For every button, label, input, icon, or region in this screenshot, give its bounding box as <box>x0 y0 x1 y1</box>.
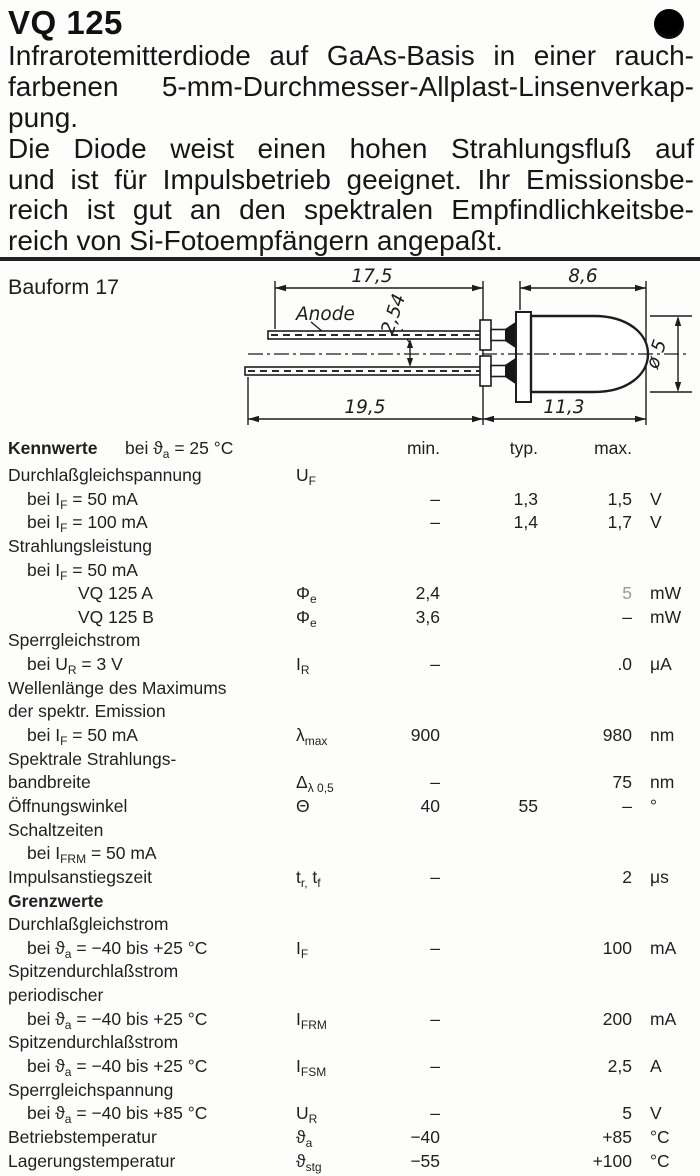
max-value: 5 <box>622 1103 632 1124</box>
table-row <box>0 700 700 724</box>
max-value <box>538 890 632 916</box>
min-value <box>384 890 440 916</box>
typ-value <box>440 464 538 490</box>
typ-value <box>440 819 538 845</box>
max-value <box>538 984 632 1010</box>
min-value <box>384 677 440 703</box>
typ-value <box>440 748 538 774</box>
row-symbol <box>296 1031 384 1057</box>
table-header-condition: bei $ϑ_a = 25$ °C <box>125 438 234 461</box>
unit-label: A <box>650 1056 662 1077</box>
row-label: Durchlaßgleichspannung <box>8 465 202 485</box>
min-value: – <box>430 1103 440 1124</box>
description-line: Infrarotemitterdiode auf GaAs-Basis in einer rauch- <box>8 40 694 71</box>
max-value: 1,5 <box>607 488 632 509</box>
unit-label: nm <box>650 725 675 746</box>
column-header-typ: typ. <box>509 438 538 458</box>
typ-value <box>440 582 538 608</box>
table-row <box>0 629 700 653</box>
drawing-caption: Bauform 17 <box>8 275 120 299</box>
row-symbol: $U_F$ <box>296 465 316 488</box>
min-value: 2,4 <box>415 583 440 604</box>
table-row <box>0 488 700 512</box>
unit-label: °C <box>650 1126 670 1147</box>
max-value <box>538 677 632 703</box>
description-line: farbenen 5-mm-Durchmesser-Allplast-Linsenverkap- <box>8 70 694 102</box>
row-label: Sperrgleichspannung <box>8 1079 174 1100</box>
typ-value: 1,4 <box>513 512 538 533</box>
unit-label <box>632 535 700 561</box>
unit-label <box>632 559 700 585</box>
max-value <box>538 748 632 774</box>
typ-value: 55 <box>518 795 538 816</box>
row-symbol <box>296 629 384 655</box>
diode-dimension-drawing <box>0 263 700 435</box>
row-symbol: $I_{FSM}$ <box>296 1056 327 1080</box>
typ-value <box>440 937 538 963</box>
unit-label: nm <box>650 772 675 793</box>
unit-label: ° <box>650 795 657 816</box>
row-label: bei $I_F = 50$ mA <box>27 725 138 749</box>
min-value <box>384 984 440 1010</box>
description-paragraph <box>8 41 694 257</box>
row-symbol <box>296 960 384 986</box>
unit-label <box>632 1031 700 1057</box>
table-row <box>0 606 700 630</box>
max-value <box>538 1031 632 1057</box>
row-label: bandbreite <box>8 772 91 793</box>
row-label: bei $I_F = 50$ mA <box>27 488 138 512</box>
unit-label <box>632 890 700 916</box>
max-value <box>538 535 632 561</box>
diode-flange <box>516 312 531 402</box>
max-value <box>538 913 632 939</box>
table-row <box>0 866 700 890</box>
row-label: bei $ϑ_a = -40$ bis +25 °C <box>27 937 208 961</box>
min-value <box>384 1079 440 1105</box>
row-label: Schaltzeiten <box>8 819 104 840</box>
min-value: – <box>430 772 440 793</box>
description-line: Die Diode weist einen hohen Strahlungsfluß auf <box>8 132 694 164</box>
row-symbol: $I_{FRM}$ <box>296 1008 327 1032</box>
min-value: – <box>430 937 440 958</box>
max-value <box>538 842 632 868</box>
unit-label: mW <box>650 583 682 604</box>
max-value <box>538 464 632 490</box>
unit-label: V <box>650 512 662 533</box>
row-label: Öffnungswinkel <box>8 795 128 816</box>
anode-label: Anode <box>296 304 355 325</box>
max-value: 980 <box>602 725 632 746</box>
min-value: – <box>430 512 440 533</box>
dim-diameter-label: ø 5 <box>642 337 672 372</box>
min-value: 3,6 <box>415 606 440 627</box>
row-label: Impulsanstiegszeit <box>8 866 152 887</box>
row-label: Wellenlänge des Maximums <box>8 677 227 698</box>
row-label: Lagerungstemperatur <box>8 1150 176 1171</box>
table-row <box>0 1150 700 1174</box>
row-symbol: $t_{r,}$ $t_f$ <box>296 866 321 890</box>
row-symbol <box>296 819 384 845</box>
typ-value <box>440 1150 538 1176</box>
unit-label: °C <box>650 1150 670 1171</box>
typ-value <box>440 1031 538 1057</box>
table-row <box>0 1079 700 1103</box>
table-row <box>0 1055 700 1079</box>
row-label: Spitzendurchlaßstrom <box>8 961 179 982</box>
table-row <box>0 819 700 843</box>
table-row <box>0 1102 700 1126</box>
row-symbol <box>296 700 384 726</box>
table-row <box>0 559 700 583</box>
table-row <box>0 795 700 819</box>
table-row <box>0 1031 700 1055</box>
lead-hatching <box>248 335 480 371</box>
table-rows <box>0 464 700 1173</box>
row-label: bei $ϑ_a = -40$ bis +25 °C <box>27 1008 208 1032</box>
column-header-max: max. <box>594 438 632 458</box>
typ-value: 1,3 <box>513 488 538 509</box>
max-value: 100 <box>602 937 632 958</box>
typ-value <box>440 606 538 632</box>
typ-value <box>440 1079 538 1105</box>
unit-label: V <box>650 488 662 509</box>
min-value: – <box>430 1008 440 1029</box>
dim-lead-bottom-label: 19,5 <box>344 397 386 418</box>
min-value: – <box>430 1056 440 1077</box>
typ-value <box>440 1008 538 1034</box>
table-row <box>0 960 700 984</box>
row-symbol: $I_R$ <box>296 654 310 678</box>
typ-value <box>440 913 538 939</box>
table-row <box>0 653 700 677</box>
min-value <box>384 960 440 986</box>
row-symbol: $ϑ_{stg}$ <box>296 1150 322 1174</box>
typ-value <box>440 677 538 703</box>
row-symbol <box>296 511 384 537</box>
unit-label: V <box>650 1103 662 1124</box>
unit-label <box>632 464 700 490</box>
table-header-row <box>0 438 700 464</box>
description-line: reich von Si-Fotoempfängern angepaßt. <box>8 225 503 257</box>
unit-label: mA <box>650 937 677 958</box>
unit-label <box>632 748 700 774</box>
min-value: – <box>430 488 440 509</box>
row-label: VQ 125 A <box>78 583 153 604</box>
row-label: Sperrgleichstrom <box>8 630 141 651</box>
table-row <box>0 677 700 701</box>
row-symbol: $U_R$ <box>296 1103 318 1127</box>
unit-label <box>632 984 700 1010</box>
row-symbol <box>296 984 384 1010</box>
typ-value <box>440 1126 538 1152</box>
row-label: der spektr. Emission <box>8 701 166 722</box>
table-row <box>0 937 700 961</box>
max-value: – <box>622 795 632 816</box>
row-symbol: $I_F$ <box>296 937 309 961</box>
row-label: Strahlungsleistung <box>8 535 152 556</box>
unit-label: mW <box>650 606 682 627</box>
unit-label <box>632 842 700 868</box>
max-value <box>538 559 632 585</box>
table-row <box>0 1126 700 1150</box>
max-value: – <box>622 606 632 627</box>
row-symbol: $ϑ_a$ <box>296 1126 313 1150</box>
column-header-min: min. <box>406 438 440 458</box>
row-label: bei $I_F = 50$ mA <box>27 559 138 583</box>
row-label: bei $U_R = 3$ V <box>27 654 123 678</box>
typ-value <box>440 1102 538 1128</box>
max-value <box>538 629 632 655</box>
unit-label <box>632 629 700 655</box>
typ-value <box>440 984 538 1010</box>
typ-value <box>440 629 538 655</box>
typ-value <box>440 559 538 585</box>
max-value: 2 <box>622 866 632 887</box>
row-label: bei $ϑ_a = -40$ bis +25 °C <box>27 1056 208 1080</box>
row-label: periodischer <box>8 985 104 1006</box>
typ-value <box>440 771 538 797</box>
min-value: 900 <box>410 725 440 746</box>
dim-lead-top-label: 17,5 <box>351 266 393 287</box>
typ-value <box>440 1055 538 1081</box>
page-title: VQ 125 <box>8 4 123 41</box>
max-value <box>538 1079 632 1105</box>
unit-label: μs <box>650 866 669 887</box>
row-label: Grenzwerte <box>8 890 104 911</box>
row-label: bei $I_{FRM} = 50$ mA <box>27 843 157 867</box>
table-row <box>0 771 700 795</box>
row-symbol: Θ <box>296 795 310 816</box>
description-line: pung. <box>8 101 79 133</box>
row-label: bei $ϑ_a = -40$ bis +85 °C <box>27 1103 208 1127</box>
unit-label <box>632 913 700 939</box>
min-value <box>384 535 440 561</box>
table-row <box>0 984 700 1008</box>
row-symbol <box>296 677 384 703</box>
row-symbol <box>296 890 384 916</box>
typ-value <box>440 866 538 892</box>
max-value: +85 <box>602 1126 632 1147</box>
max-value: +100 <box>592 1150 632 1171</box>
horizontal-divider <box>0 257 700 261</box>
table-row <box>0 535 700 559</box>
min-value: −40 <box>410 1126 440 1147</box>
typ-value <box>440 890 538 916</box>
min-value: 40 <box>420 795 440 816</box>
typ-value <box>440 842 538 868</box>
unit-label <box>632 677 700 703</box>
min-value: −55 <box>410 1150 440 1171</box>
row-symbol: $\Delta_{\lambda 0,5}$ <box>296 772 334 796</box>
typ-value <box>440 700 538 726</box>
max-value <box>538 819 632 845</box>
row-label: Durchlaßgleichstrom <box>8 914 169 935</box>
table-row <box>0 913 700 937</box>
max-value: 200 <box>602 1008 632 1029</box>
table-row <box>0 890 700 914</box>
dim-body-bottom-label: 11,3 <box>543 397 585 418</box>
min-value: – <box>430 866 440 887</box>
unit-label: mA <box>650 1008 677 1029</box>
min-value <box>384 559 440 585</box>
max-value <box>538 700 632 726</box>
typ-value <box>440 653 538 679</box>
min-value <box>384 819 440 845</box>
row-label: VQ 125 B <box>78 606 154 627</box>
table-row <box>0 748 700 772</box>
table-row <box>0 511 700 535</box>
unit-label <box>632 819 700 845</box>
row-symbol <box>296 559 384 585</box>
max-value: 75 <box>612 772 632 793</box>
row-symbol <box>296 1079 384 1105</box>
dim-pitch-label: 2,54 <box>377 291 411 338</box>
min-value <box>384 700 440 726</box>
unit-label <box>632 960 700 986</box>
table-row <box>0 842 700 866</box>
description-line: reich ist gut an den spektralen Empfindlichkeitsbe- <box>8 194 694 226</box>
table-section-title: Kennwerte <box>8 438 98 458</box>
dim-body-top-label: 8,6 <box>568 266 598 287</box>
row-label: Spitzendurchlaßstrom <box>8 1032 179 1053</box>
table-row <box>0 464 700 488</box>
row-label: Betriebstemperatur <box>8 1126 157 1147</box>
min-value <box>384 913 440 939</box>
min-value <box>384 842 440 868</box>
typ-value <box>440 960 538 986</box>
row-label: Spektrale Strahlungs- <box>8 748 177 769</box>
ratings-table <box>0 438 700 1173</box>
row-symbol: $\lambda_{max}$ <box>296 725 328 749</box>
unit-label <box>632 1079 700 1105</box>
max-value: .0 <box>617 654 632 675</box>
typ-value <box>440 535 538 561</box>
min-value: – <box>430 654 440 675</box>
description-line: und ist für Impulsbetrieb geeignet. Ihr Emissionsbe- <box>8 163 694 195</box>
max-value: 2,5 <box>607 1056 632 1077</box>
row-symbol: $\Phi_e$ <box>296 583 317 607</box>
table-row <box>0 724 700 748</box>
row-symbol <box>296 488 384 514</box>
row-symbol <box>296 535 384 561</box>
typ-value <box>440 724 538 750</box>
corner-dot-icon <box>654 9 684 39</box>
max-value <box>538 960 632 986</box>
row-symbol <box>296 842 384 868</box>
max-value: 1,7 <box>607 512 632 533</box>
min-value <box>384 629 440 655</box>
row-symbol: $\Phi_e$ <box>296 606 317 630</box>
row-symbol <box>296 748 384 774</box>
max-value: 5 <box>622 583 632 604</box>
min-value <box>384 464 440 490</box>
unit-label: μA <box>650 654 672 675</box>
min-value <box>384 748 440 774</box>
row-label: bei $I_F = 100$ mA <box>27 512 148 536</box>
row-symbol <box>296 913 384 939</box>
table-row <box>0 1008 700 1032</box>
min-value <box>384 1031 440 1057</box>
table-row <box>0 582 700 606</box>
unit-label <box>632 700 700 726</box>
